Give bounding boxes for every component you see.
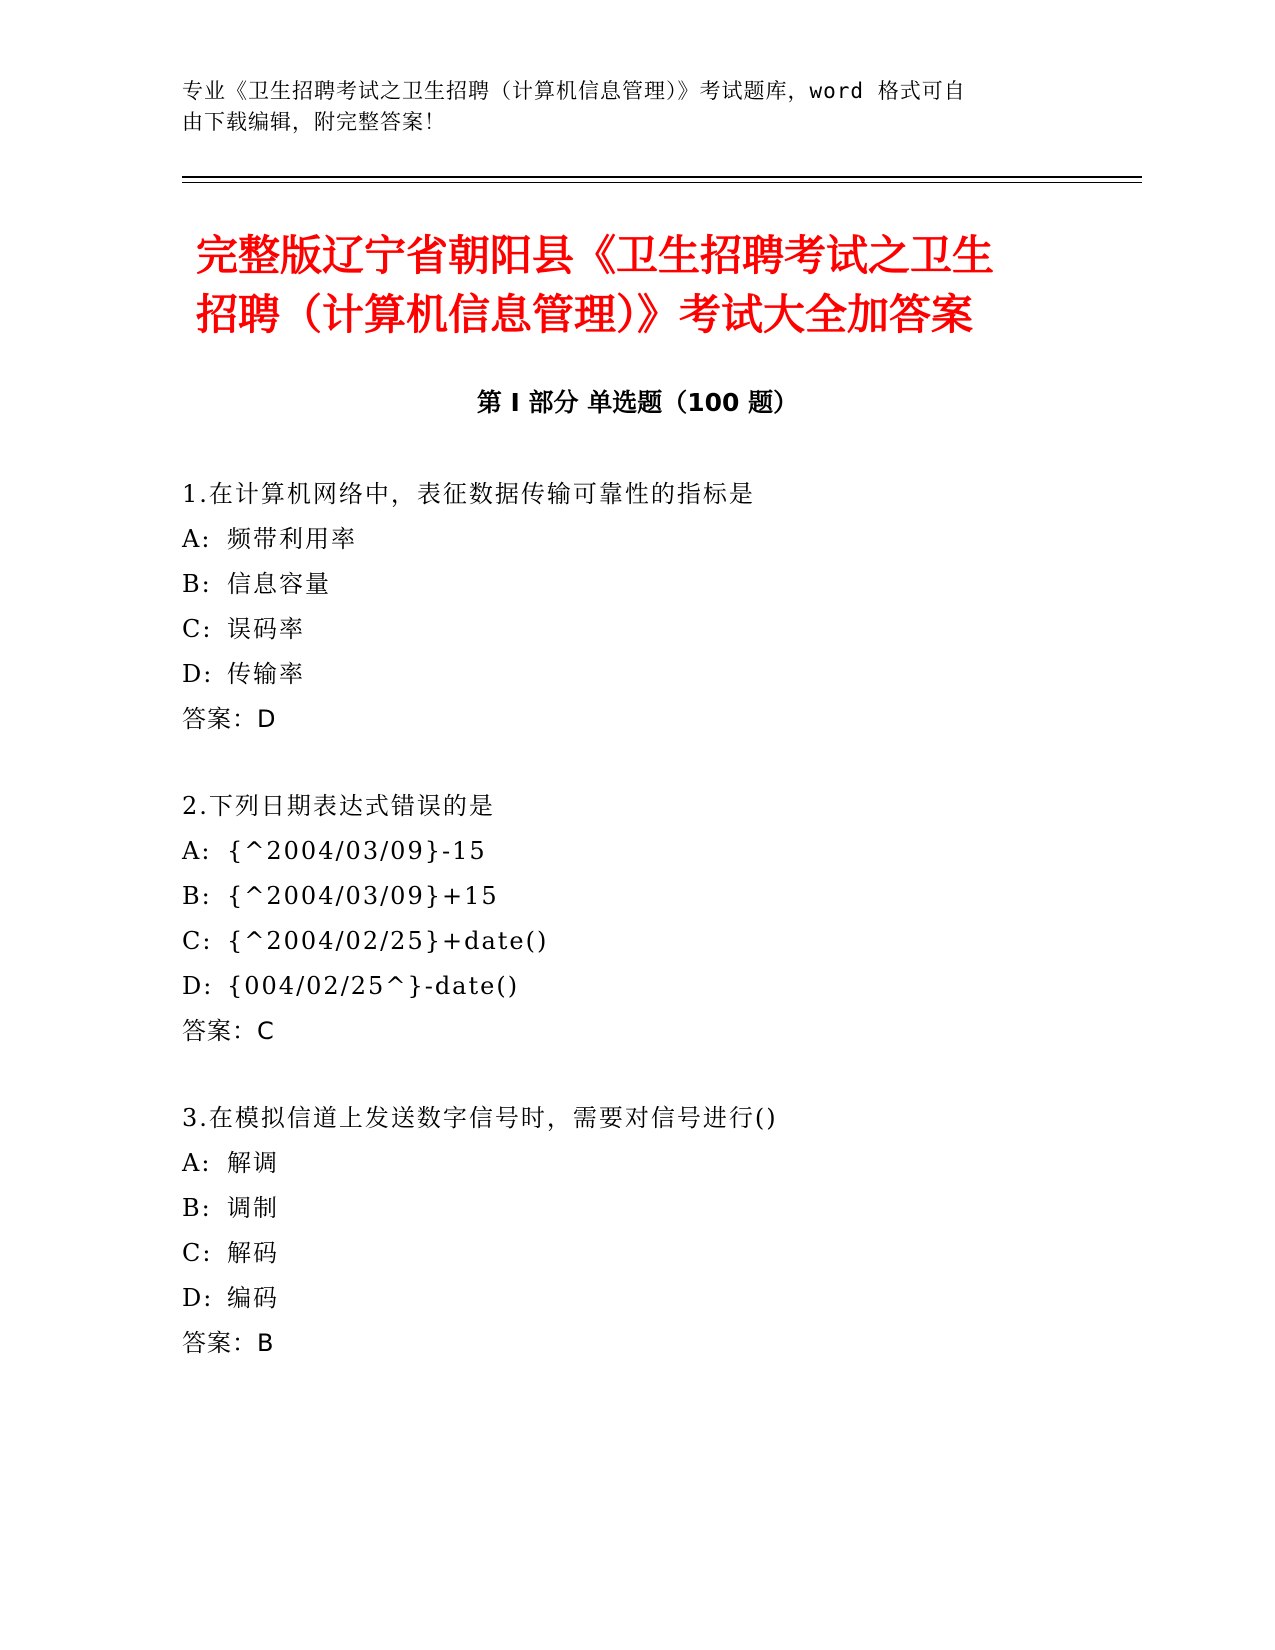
section-title: 第 I 部分 单选题（100 题） [476,388,799,417]
question-list [182,472,1142,1408]
question-stem: 2.下列日期表达式错误的是 [182,792,495,820]
option-key: D: [182,1284,214,1312]
option-a [182,829,1142,874]
option-a [182,517,1142,562]
header-note [182,76,1062,138]
question-1 [182,472,1142,742]
option-key: D: [182,660,214,688]
question-stem: 3.在模拟信道上发送数字信号时，需要对信号进行() [182,1104,778,1132]
header-divider-thin [182,182,1142,183]
question-2 [182,784,1142,1054]
option-c [182,919,1142,964]
option-key: C: [182,927,213,955]
answer: 答案：C [182,1017,275,1045]
option-text: 解调 [227,1149,279,1177]
option-b [182,562,1142,607]
answer: 答案：D [182,705,277,733]
header-note-line-1: 专业《卫生招聘考试之卫生招聘（计算机信息管理）》考试题库，word 格式可自 [182,79,966,103]
option-text: {^2004/02/25}+date() [227,927,549,955]
option-text: 误码率 [227,615,305,643]
answer: 答案：B [182,1329,275,1357]
option-text: 频带利用率 [227,525,357,553]
option-text: 解码 [227,1239,279,1267]
option-b [182,874,1142,919]
header-note-line-2: 由下载编辑，附完整答案！ [182,110,446,134]
option-c [182,607,1142,652]
option-key: C: [182,1239,213,1267]
option-text: 信息容量 [227,570,331,598]
option-text: {^2004/03/09}-15 [227,837,487,865]
option-key: C: [182,615,213,643]
option-text: 编码 [227,1284,279,1312]
document-title-line-2: 招聘（计算机信息管理）》考试大全加答案 [196,290,974,339]
option-key: B: [182,882,212,910]
option-key: B: [182,1194,212,1222]
option-c [182,1231,1142,1276]
option-d [182,652,1142,697]
option-d [182,1276,1142,1321]
option-key: A: [182,837,212,865]
question-3 [182,1096,1142,1366]
option-key: B: [182,570,212,598]
option-a [182,1141,1142,1186]
option-key: A: [182,1149,212,1177]
question-stem: 1.在计算机网络中，表征数据传输可靠性的指标是 [182,480,755,508]
option-b [182,1186,1142,1231]
option-text: 调制 [227,1194,279,1222]
option-text: {^2004/03/09}+15 [227,882,499,910]
option-text: {004/02/25^}-date() [227,972,520,1000]
document-title [196,226,1096,344]
option-key: D: [182,972,214,1000]
option-key: A: [182,525,212,553]
option-d [182,964,1142,1009]
document-title-line-1: 完整版辽宁省朝阳县《卫生招聘考试之卫生 [196,231,995,280]
option-text: 传输率 [227,660,305,688]
header-divider-thick [182,176,1142,178]
